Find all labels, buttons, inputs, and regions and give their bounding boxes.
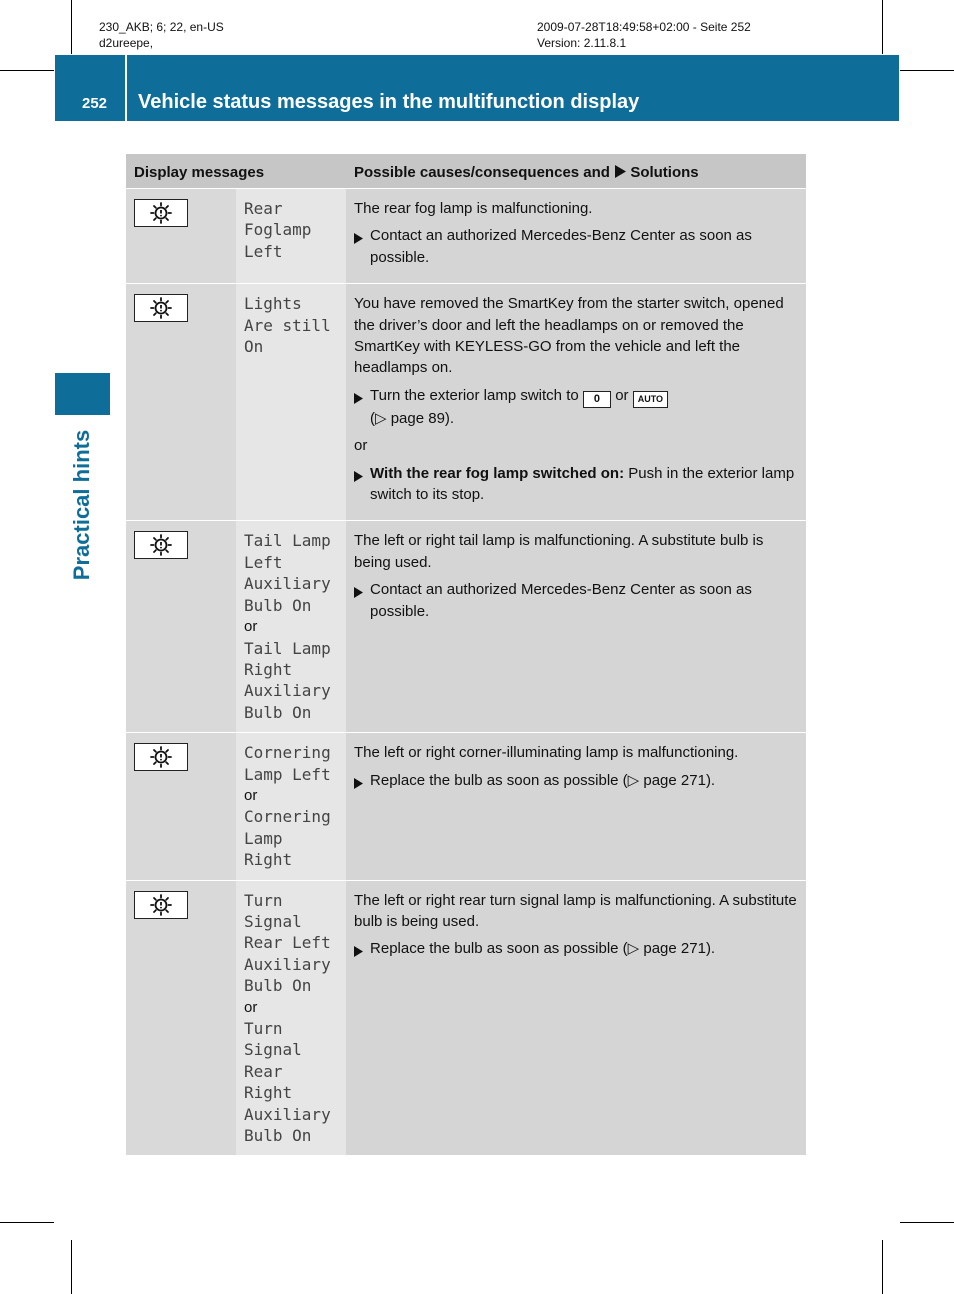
section-title: Vehicle status messages in the multifunction display — [138, 91, 640, 113]
display-message-cell — [236, 880, 346, 1156]
bulb-warning-icon — [134, 531, 188, 559]
display-message-cell — [236, 284, 346, 521]
crop-mark — [0, 70, 54, 71]
icon-cell — [126, 189, 236, 284]
crop-mark — [71, 0, 72, 54]
status-messages-table — [126, 154, 806, 1156]
display-message: Turn Signal Rear Left Auxiliary Bulb On — [244, 890, 331, 996]
display-message: Rear Foglamp Left — [244, 199, 312, 261]
step-text: Replace the bulb as soon as possible (▷ page 271). — [370, 940, 716, 958]
print-meta-line: 230_AKB; 6; 22, en-US — [99, 20, 224, 34]
step-arrow-icon — [354, 229, 363, 250]
cause-text: The left or right tail lamp is malfunctioning. A substitute bulb is being used. — [354, 532, 764, 571]
table-header-row — [126, 154, 806, 189]
crop-mark — [882, 1240, 883, 1294]
column-header-display: Display messages — [126, 154, 346, 189]
step-arrow-icon — [354, 467, 363, 488]
bulb-warning-icon — [134, 199, 188, 227]
cause-text: The rear fog lamp is malfunctioning. — [354, 200, 593, 217]
table-row — [126, 284, 806, 521]
icon-cell — [126, 733, 236, 880]
column-header-solutions-text: Solutions — [630, 164, 699, 181]
side-tab-marker — [55, 373, 110, 415]
solution-step — [354, 225, 798, 268]
print-meta-left — [99, 19, 224, 51]
crop-mark — [900, 70, 954, 71]
or-separator: or — [244, 786, 258, 804]
step-text: Contact an authorized Mercedes-Benz Center as soon as possible. — [370, 581, 752, 620]
display-message-cell — [236, 189, 346, 284]
crop-mark — [71, 1240, 72, 1294]
step-condition: With the rear fog lamp switched on: — [370, 464, 625, 482]
print-meta-right — [537, 19, 751, 51]
page-reference: (▷ page 89). — [370, 409, 455, 427]
display-message-cell — [236, 521, 346, 733]
side-tab-label: Practical hints — [69, 429, 94, 581]
step-arrow-icon — [354, 389, 363, 410]
cause-cell — [346, 880, 806, 1156]
column-header-causes-text: Possible causes/consequences and — [354, 164, 610, 181]
display-message: Tail Lamp Left Auxiliary Bulb On — [244, 531, 331, 615]
cause-cell — [346, 733, 806, 880]
solution-step — [354, 770, 798, 791]
section-header-bar — [55, 55, 899, 121]
bulb-warning-icon — [134, 891, 188, 919]
print-meta-line: d2ureepe, — [99, 36, 154, 50]
or-separator: or — [354, 437, 368, 455]
cause-text: The left or right corner-illuminating lamp is malfunctioning. — [354, 744, 739, 762]
display-message: Lights Are still On — [244, 294, 331, 357]
display-message: Cornering Lamp Left — [244, 743, 331, 784]
step-arrow-icon — [354, 942, 363, 963]
header-divider — [125, 55, 127, 121]
print-meta-line: Version: 2.11.8.1 — [537, 36, 627, 50]
icon-cell — [126, 880, 236, 1156]
table-row — [126, 880, 806, 1156]
solution-step — [354, 938, 798, 959]
icon-cell — [126, 284, 236, 521]
step-arrow-icon — [354, 583, 363, 604]
crop-mark — [882, 0, 883, 54]
step-text: Replace the bulb as soon as possible (▷ page 271). — [370, 771, 716, 789]
or-separator: or — [244, 998, 258, 1016]
solution-step — [354, 579, 798, 622]
display-message: Tail Lamp Right Auxiliary Bulb On — [244, 638, 331, 722]
table-row — [126, 733, 806, 880]
switch-position-auto-key: AUTO — [633, 391, 668, 408]
crop-mark — [0, 1222, 54, 1223]
cause-cell — [346, 189, 806, 284]
display-message: Turn Signal Rear Right Auxiliary Bulb On — [244, 1019, 331, 1146]
step-text: Turn the exterior lamp switch to — [370, 386, 579, 404]
display-message: Cornering Lamp Right — [244, 807, 331, 870]
triangle-arrow-icon — [614, 164, 630, 181]
cause-cell — [346, 284, 806, 521]
print-meta-line: 2009-07-28T18:49:58+02:00 - Seite 252 — [537, 20, 751, 34]
solution-step — [354, 463, 798, 506]
table-row — [126, 521, 806, 733]
step-or-text: or — [615, 386, 629, 404]
step-text: Push in the exterior lamp switch to its stop. — [370, 464, 795, 504]
page-number: 252 — [82, 95, 108, 112]
icon-cell — [126, 521, 236, 733]
table-row — [126, 189, 806, 284]
solution-step — [354, 385, 798, 429]
step-arrow-icon — [354, 774, 363, 795]
bulb-warning-icon — [134, 294, 188, 322]
cause-text: The left or right rear turn signal lamp is malfunctioning. A substitute bulb is being used. — [354, 891, 797, 930]
column-header-causes — [346, 154, 806, 189]
cause-cell — [346, 521, 806, 733]
display-message-cell — [236, 733, 346, 880]
bulb-warning-icon — [134, 743, 188, 771]
switch-position-0-key: 0 — [583, 391, 611, 408]
or-separator: or — [244, 618, 258, 636]
step-text: Contact an authorized Mercedes-Benz Center as soon as possible. — [370, 227, 752, 266]
cause-text: You have removed the SmartKey from the starter switch, opened the driver’s door and left the headlamps on or removed the SmartKey with KEYLESS-GO from the vehicle and left the headlamps on. — [354, 295, 784, 377]
crop-mark — [900, 1222, 954, 1223]
